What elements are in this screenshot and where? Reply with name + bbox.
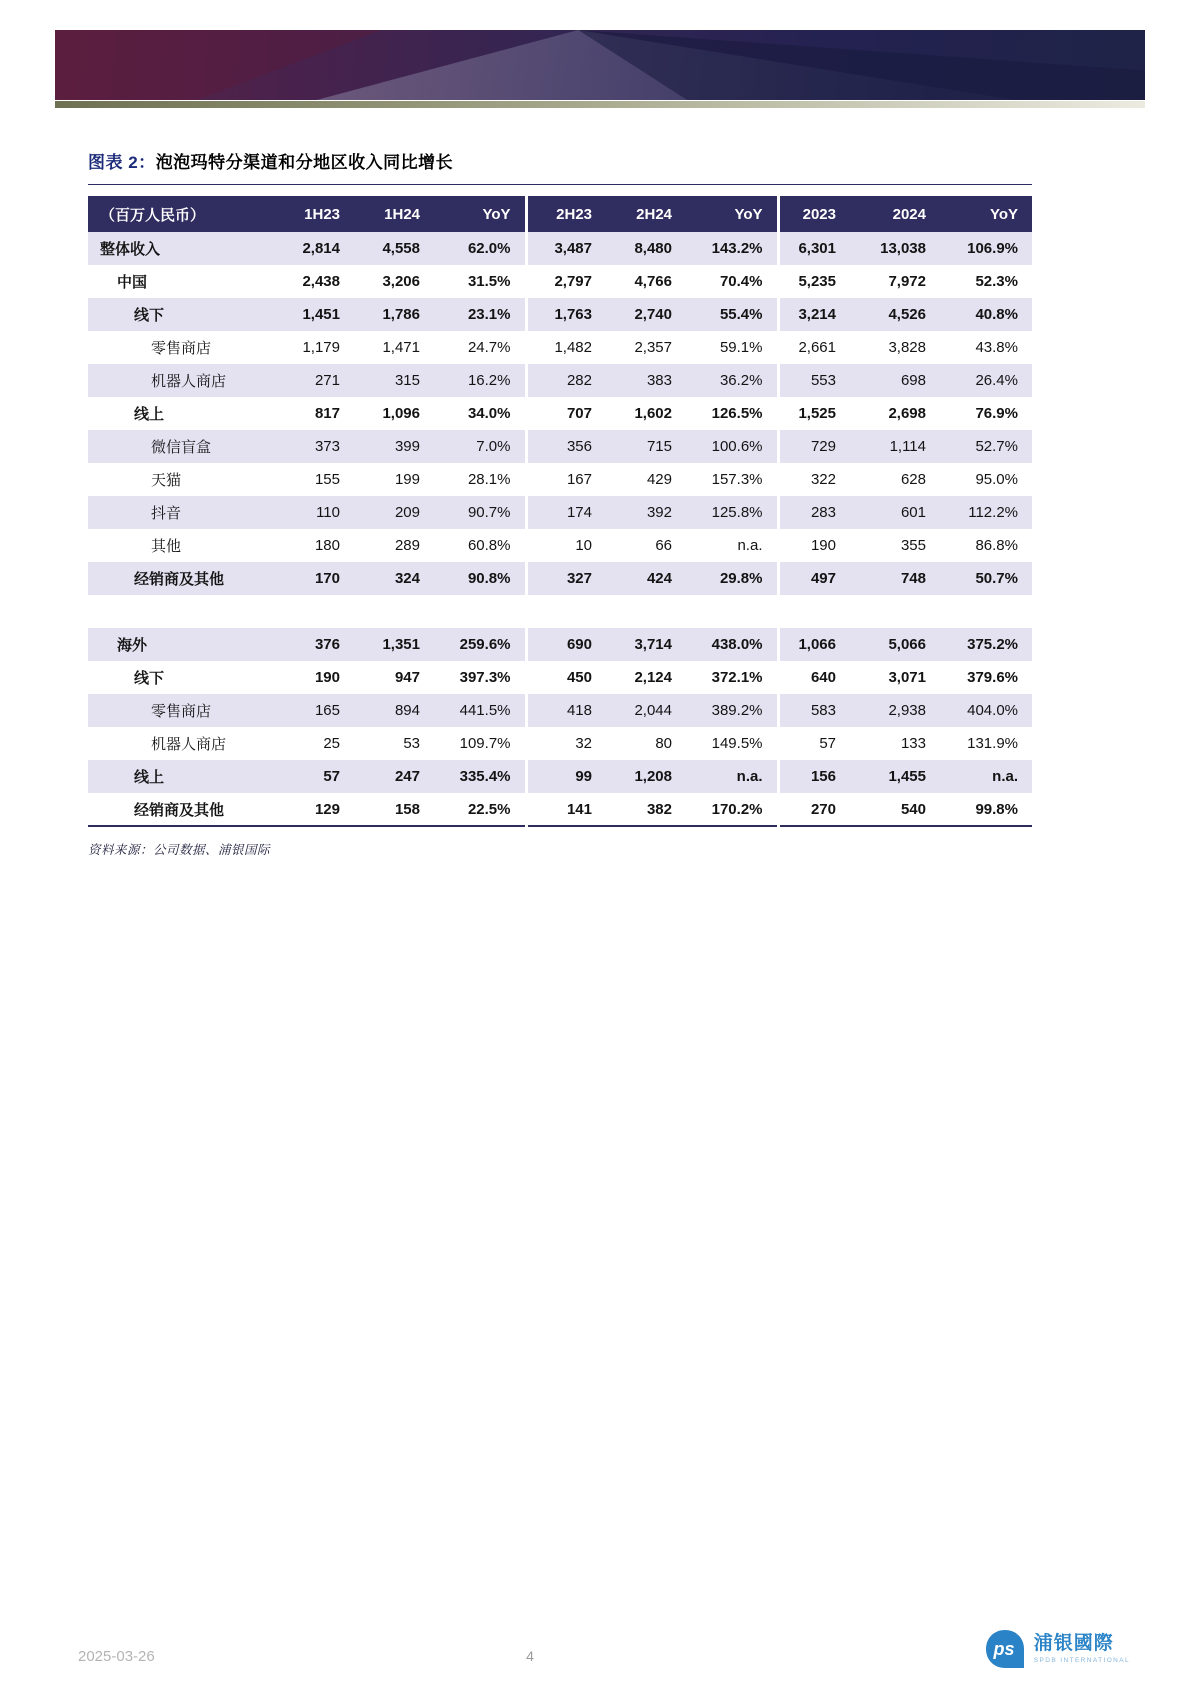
- value-cell: 76.9%: [940, 397, 1032, 430]
- value-cell: 126.5%: [686, 397, 778, 430]
- value-cell: 80: [606, 727, 686, 760]
- value-cell: 817: [274, 397, 354, 430]
- row-label: 零售商店: [88, 331, 274, 364]
- value-cell: 90.8%: [434, 562, 526, 595]
- table-row: [88, 463, 1032, 496]
- value-cell: 167: [526, 463, 606, 496]
- table-header-cell: YoY: [940, 196, 1032, 232]
- value-cell: 1,525: [778, 397, 850, 430]
- value-cell: 50.7%: [940, 562, 1032, 595]
- value-cell: 59.1%: [686, 331, 778, 364]
- table-body: [88, 232, 1032, 826]
- value-cell: 133: [850, 727, 940, 760]
- value-cell: 3,714: [606, 628, 686, 661]
- table-row: [88, 661, 1032, 694]
- value-cell: 441.5%: [434, 694, 526, 727]
- value-cell: 2,357: [606, 331, 686, 364]
- table-row: [88, 694, 1032, 727]
- value-cell: 2,740: [606, 298, 686, 331]
- value-cell: 2,124: [606, 661, 686, 694]
- table-row: [88, 232, 1032, 265]
- source-note: 资料来源：公司数据、浦银国际: [88, 843, 271, 857]
- value-cell: 315: [354, 364, 434, 397]
- value-cell: 29.8%: [686, 562, 778, 595]
- value-cell: 174: [526, 496, 606, 529]
- value-cell: [778, 595, 850, 628]
- page-number: 4: [526, 1648, 534, 1664]
- value-cell: 125.8%: [686, 496, 778, 529]
- value-cell: 26.4%: [940, 364, 1032, 397]
- table-header-cell: 2023: [778, 196, 850, 232]
- table-header-cell: 2H23: [526, 196, 606, 232]
- value-cell: 404.0%: [940, 694, 1032, 727]
- value-cell: 438.0%: [686, 628, 778, 661]
- value-cell: 52.3%: [940, 265, 1032, 298]
- value-cell: 62.0%: [434, 232, 526, 265]
- table-row: [88, 298, 1032, 331]
- value-cell: 1,096: [354, 397, 434, 430]
- value-cell: 382: [606, 793, 686, 826]
- table-row: [88, 265, 1032, 298]
- value-cell: 90.7%: [434, 496, 526, 529]
- value-cell: 66: [606, 529, 686, 562]
- value-cell: 5,066: [850, 628, 940, 661]
- row-label: 经销商及其他: [88, 562, 274, 595]
- value-cell: 70.4%: [686, 265, 778, 298]
- value-cell: 375.2%: [940, 628, 1032, 661]
- value-cell: 170.2%: [686, 793, 778, 826]
- logo-name-cn: 浦银國際: [1033, 1632, 1114, 1654]
- value-cell: 628: [850, 463, 940, 496]
- table-head: [88, 196, 1032, 232]
- value-cell: 55.4%: [686, 298, 778, 331]
- value-cell: 109.7%: [434, 727, 526, 760]
- value-cell: 143.2%: [686, 232, 778, 265]
- value-cell: 157.3%: [686, 463, 778, 496]
- value-cell: 10: [526, 529, 606, 562]
- row-label: 经销商及其他: [88, 793, 274, 826]
- value-cell: 1,114: [850, 430, 940, 463]
- table-row: [88, 430, 1032, 463]
- table-row: [88, 529, 1032, 562]
- value-cell: 424: [606, 562, 686, 595]
- value-cell: 129: [274, 793, 354, 826]
- value-cell: 418: [526, 694, 606, 727]
- value-cell: 715: [606, 430, 686, 463]
- table-row: [88, 628, 1032, 661]
- value-cell: 335.4%: [434, 760, 526, 793]
- value-cell: 283: [778, 496, 850, 529]
- value-cell: 450: [526, 661, 606, 694]
- value-cell: [434, 595, 526, 628]
- chart-title: [88, 148, 1032, 185]
- value-cell: 271: [274, 364, 354, 397]
- value-cell: 282: [526, 364, 606, 397]
- table-row: [88, 331, 1032, 364]
- row-label: 线下: [88, 298, 274, 331]
- footer-logo: [984, 1628, 1130, 1670]
- value-cell: 355: [850, 529, 940, 562]
- value-cell: 22.5%: [434, 793, 526, 826]
- value-cell: 553: [778, 364, 850, 397]
- value-cell: 707: [526, 397, 606, 430]
- value-cell: 141: [526, 793, 606, 826]
- value-cell: 1,208: [606, 760, 686, 793]
- value-cell: [354, 595, 434, 628]
- value-cell: 8,480: [606, 232, 686, 265]
- value-cell: 99.8%: [940, 793, 1032, 826]
- value-cell: 947: [354, 661, 434, 694]
- value-cell: 3,214: [778, 298, 850, 331]
- value-cell: 57: [778, 727, 850, 760]
- value-cell: 156: [778, 760, 850, 793]
- table-header-unit: （百万人民币）: [88, 196, 274, 232]
- table-row: [88, 793, 1032, 826]
- value-cell: 190: [778, 529, 850, 562]
- value-cell: 2,698: [850, 397, 940, 430]
- table-header-cell: 2024: [850, 196, 940, 232]
- value-cell: 34.0%: [434, 397, 526, 430]
- value-cell: 2,938: [850, 694, 940, 727]
- value-cell: 16.2%: [434, 364, 526, 397]
- table-row: [88, 760, 1032, 793]
- row-label: 抖音: [88, 496, 274, 529]
- value-cell: 2,797: [526, 265, 606, 298]
- row-label: 海外: [88, 628, 274, 661]
- value-cell: 60.8%: [434, 529, 526, 562]
- logo-mark-text: ps: [993, 1639, 1015, 1659]
- value-cell: 6,301: [778, 232, 850, 265]
- banner-graphic: [55, 30, 1145, 100]
- chart-title-text: 泡泡玛特分渠道和分地区收入同比增长: [155, 153, 454, 172]
- table-container: [88, 196, 1032, 827]
- value-cell: 99: [526, 760, 606, 793]
- value-cell: 2,814: [274, 232, 354, 265]
- value-cell: 1,482: [526, 331, 606, 364]
- value-cell: 270: [778, 793, 850, 826]
- revenue-table: [88, 196, 1032, 827]
- value-cell: 1,066: [778, 628, 850, 661]
- value-cell: 601: [850, 496, 940, 529]
- value-cell: n.a.: [686, 529, 778, 562]
- value-cell: [274, 595, 354, 628]
- row-label: 天猫: [88, 463, 274, 496]
- value-cell: 429: [606, 463, 686, 496]
- value-cell: 397.3%: [434, 661, 526, 694]
- table-row: [88, 496, 1032, 529]
- value-cell: 383: [606, 364, 686, 397]
- value-cell: 7.0%: [434, 430, 526, 463]
- value-cell: 13,038: [850, 232, 940, 265]
- row-label: 整体收入: [88, 232, 274, 265]
- value-cell: 1,351: [354, 628, 434, 661]
- row-label: 零售商店: [88, 694, 274, 727]
- spdbi-logo-icon: [984, 1628, 1026, 1670]
- value-cell: 25: [274, 727, 354, 760]
- row-label: 中国: [88, 265, 274, 298]
- header-banner: [55, 30, 1145, 108]
- table-header-cell: YoY: [434, 196, 526, 232]
- value-cell: 583: [778, 694, 850, 727]
- value-cell: 31.5%: [434, 265, 526, 298]
- value-cell: 729: [778, 430, 850, 463]
- value-cell: [940, 595, 1032, 628]
- logo-text: [1034, 1634, 1130, 1664]
- value-cell: 289: [354, 529, 434, 562]
- row-label: [88, 595, 274, 628]
- value-cell: 100.6%: [686, 430, 778, 463]
- value-cell: 2,044: [606, 694, 686, 727]
- value-cell: 698: [850, 364, 940, 397]
- value-cell: 1,786: [354, 298, 434, 331]
- value-cell: 540: [850, 793, 940, 826]
- value-cell: 497: [778, 562, 850, 595]
- table-header-cell: YoY: [686, 196, 778, 232]
- value-cell: 180: [274, 529, 354, 562]
- value-cell: 1,763: [526, 298, 606, 331]
- banner-olive-strip: [55, 101, 1145, 108]
- value-cell: 392: [606, 496, 686, 529]
- value-cell: 40.8%: [940, 298, 1032, 331]
- value-cell: 165: [274, 694, 354, 727]
- row-label: 线下: [88, 661, 274, 694]
- value-cell: 28.1%: [434, 463, 526, 496]
- value-cell: 327: [526, 562, 606, 595]
- value-cell: 4,526: [850, 298, 940, 331]
- value-cell: 170: [274, 562, 354, 595]
- table-header-cell: 1H23: [274, 196, 354, 232]
- value-cell: [606, 595, 686, 628]
- row-label: 微信盲盒: [88, 430, 274, 463]
- table-header-cell: 2H24: [606, 196, 686, 232]
- value-cell: 356: [526, 430, 606, 463]
- table-row: [88, 364, 1032, 397]
- value-cell: 379.6%: [940, 661, 1032, 694]
- value-cell: 190: [274, 661, 354, 694]
- value-cell: 322: [778, 463, 850, 496]
- value-cell: [850, 595, 940, 628]
- value-cell: [686, 595, 778, 628]
- row-label: 机器人商店: [88, 364, 274, 397]
- table-header-row: [88, 196, 1032, 232]
- chart-title-prefix: 图表 2：: [88, 153, 156, 172]
- table-spacer-row: [88, 595, 1032, 628]
- row-label: 机器人商店: [88, 727, 274, 760]
- value-cell: 3,206: [354, 265, 434, 298]
- value-cell: 112.2%: [940, 496, 1032, 529]
- value-cell: n.a.: [686, 760, 778, 793]
- footer-date: 2025-03-26: [78, 1648, 155, 1665]
- value-cell: 690: [526, 628, 606, 661]
- value-cell: 155: [274, 463, 354, 496]
- value-cell: 199: [354, 463, 434, 496]
- table-row: [88, 727, 1032, 760]
- value-cell: 43.8%: [940, 331, 1032, 364]
- value-cell: 1,451: [274, 298, 354, 331]
- value-cell: 4,558: [354, 232, 434, 265]
- value-cell: 52.7%: [940, 430, 1032, 463]
- value-cell: 158: [354, 793, 434, 826]
- table-header-cell: 1H24: [354, 196, 434, 232]
- value-cell: 106.9%: [940, 232, 1032, 265]
- value-cell: 3,828: [850, 331, 940, 364]
- value-cell: 23.1%: [434, 298, 526, 331]
- value-cell: 5,235: [778, 265, 850, 298]
- value-cell: 748: [850, 562, 940, 595]
- value-cell: 373: [274, 430, 354, 463]
- value-cell: 2,438: [274, 265, 354, 298]
- table-row: [88, 397, 1032, 430]
- value-cell: 209: [354, 496, 434, 529]
- table-row: [88, 562, 1032, 595]
- value-cell: 32: [526, 727, 606, 760]
- value-cell: 324: [354, 562, 434, 595]
- value-cell: 110: [274, 496, 354, 529]
- value-cell: 259.6%: [434, 628, 526, 661]
- value-cell: 376: [274, 628, 354, 661]
- value-cell: 640: [778, 661, 850, 694]
- value-cell: 7,972: [850, 265, 940, 298]
- value-cell: 3,071: [850, 661, 940, 694]
- value-cell: 372.1%: [686, 661, 778, 694]
- value-cell: 149.5%: [686, 727, 778, 760]
- row-label: 其他: [88, 529, 274, 562]
- row-label: 线上: [88, 760, 274, 793]
- value-cell: 247: [354, 760, 434, 793]
- value-cell: 36.2%: [686, 364, 778, 397]
- logo-name-en: SPDB INTERNATIONAL: [1033, 1656, 1130, 1664]
- value-cell: 95.0%: [940, 463, 1032, 496]
- value-cell: 86.8%: [940, 529, 1032, 562]
- value-cell: 57: [274, 760, 354, 793]
- value-cell: 4,766: [606, 265, 686, 298]
- value-cell: 1,602: [606, 397, 686, 430]
- value-cell: 3,487: [526, 232, 606, 265]
- value-cell: [526, 595, 606, 628]
- value-cell: 1,471: [354, 331, 434, 364]
- value-cell: 2,661: [778, 331, 850, 364]
- value-cell: 53: [354, 727, 434, 760]
- value-cell: 1,179: [274, 331, 354, 364]
- value-cell: 894: [354, 694, 434, 727]
- value-cell: 399: [354, 430, 434, 463]
- value-cell: 131.9%: [940, 727, 1032, 760]
- value-cell: 24.7%: [434, 331, 526, 364]
- value-cell: 1,455: [850, 760, 940, 793]
- row-label: 线上: [88, 397, 274, 430]
- value-cell: n.a.: [940, 760, 1032, 793]
- value-cell: 389.2%: [686, 694, 778, 727]
